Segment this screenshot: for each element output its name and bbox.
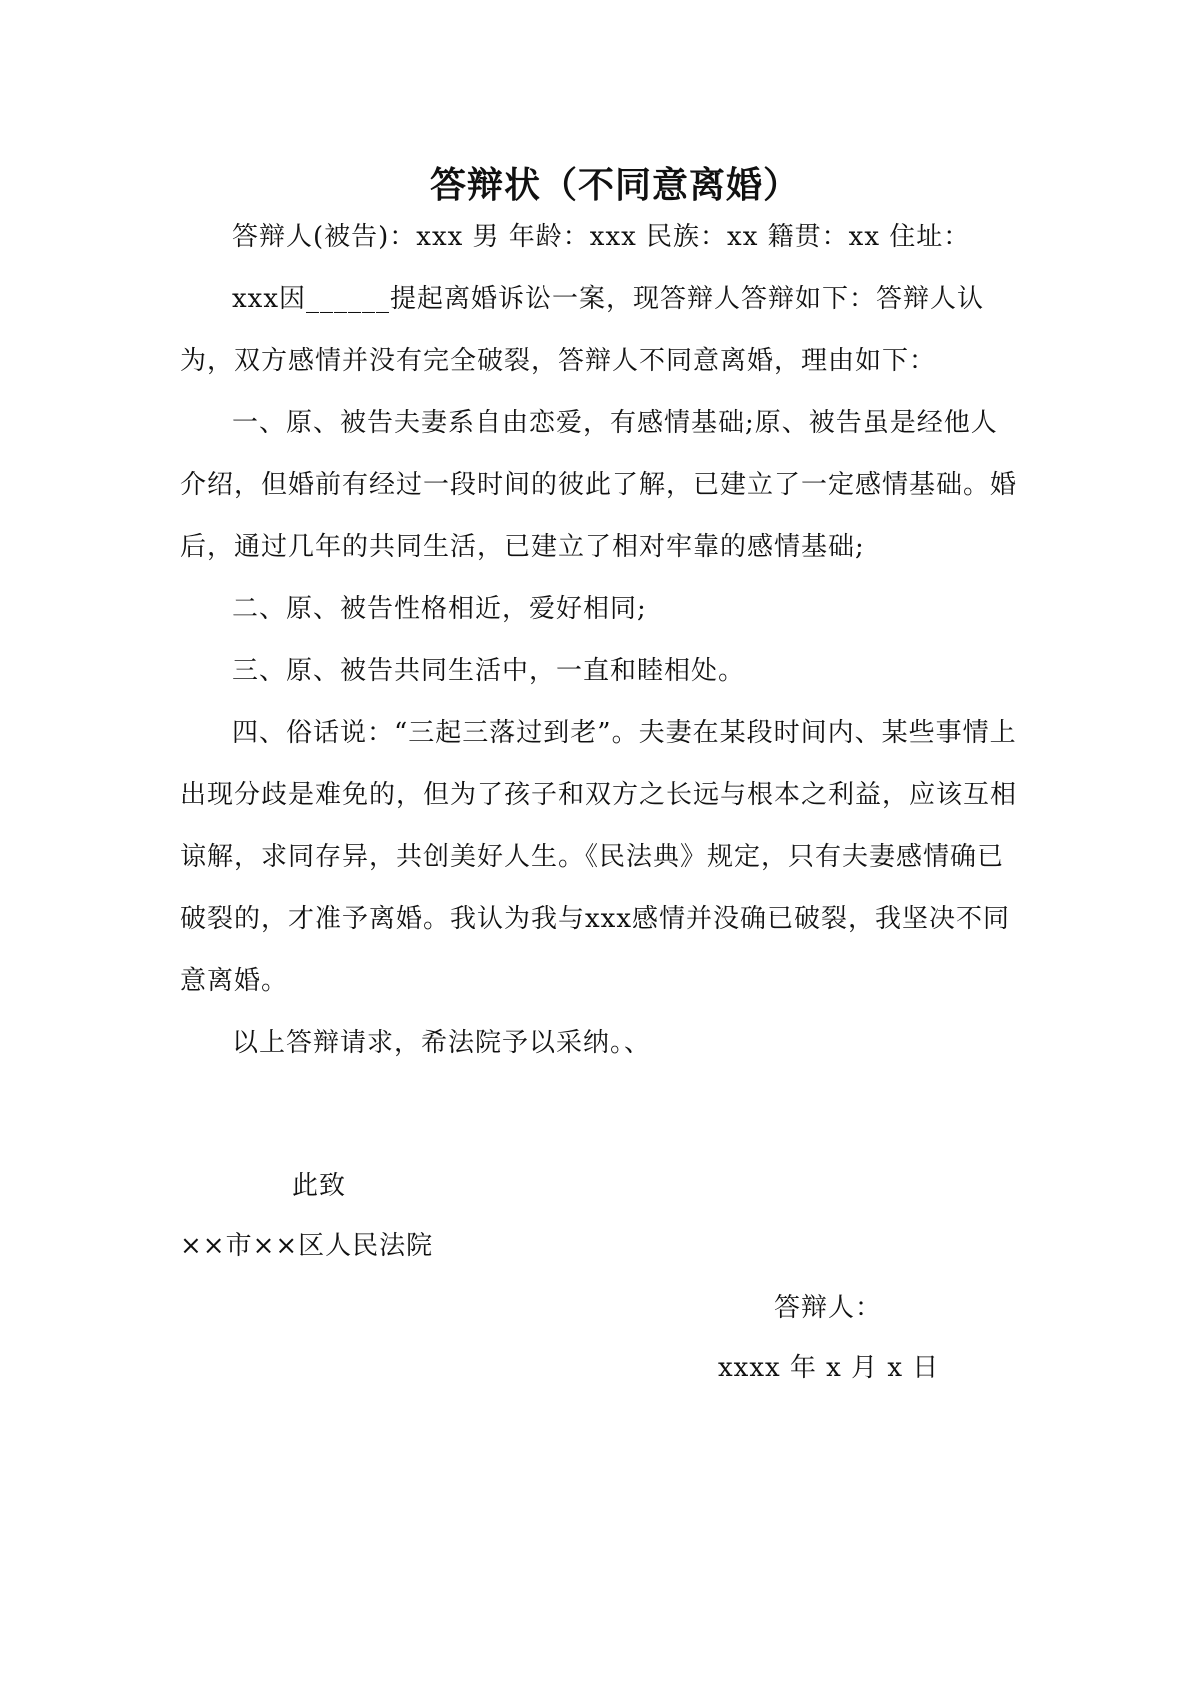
closing-paragraph: 以上答辩请求，希法院予以采纳。、 (232, 1028, 652, 1058)
reason-1: 一、原、被告夫妻系自由恋爱，有感情基础;原、被告虽是经他人介绍，但婚前有经过一段时间的彼此了解，已建立了一定感情基础。婚后，通过几年的共同生活，已建立了相对牢靠的感情基础; (180, 408, 1018, 562)
reason-3: 三、原、被告共同生活中，一直和睦相处。 (232, 656, 746, 686)
court-name: ××市××区人民法院 (180, 1231, 434, 1261)
reason-4: 四、俗话说：“三起三落过到老”。夫妻在某段时间内、某些事情上出现分歧是难免的，但为了孩子和双方之长远与根本之利益，应该互相谅解，求同存异，共创美好人生。《民法典》规定，只有夫妻感情确已破裂的，才准予离婚。我认为我与xxx感情并没确已破裂，我坚决不同意离婚。 (180, 718, 1018, 996)
reason-2: 二、原、被告性格相近，爱好相同; (232, 594, 647, 624)
intro-paragraph: xxx因______提起离婚诉讼一案，现答辩人答辩如下：答辩人认为，双方感情并没有完全破裂，答辩人不同意离婚，理由如下： (180, 284, 984, 376)
document-title: 答辩状（不同意离婚） (430, 165, 801, 206)
document-body (180, 206, 1020, 1074)
signature-label: 答辩人： (774, 1293, 883, 1323)
signature-date: xxxx 年 x 月 x 日 (718, 1353, 940, 1383)
salutation: 此致 (292, 1171, 347, 1201)
respondent-info: 答辩人(被告)：xxx 男 年龄：xxx 民族：xx 籍贯：xx 住址： (232, 222, 971, 252)
